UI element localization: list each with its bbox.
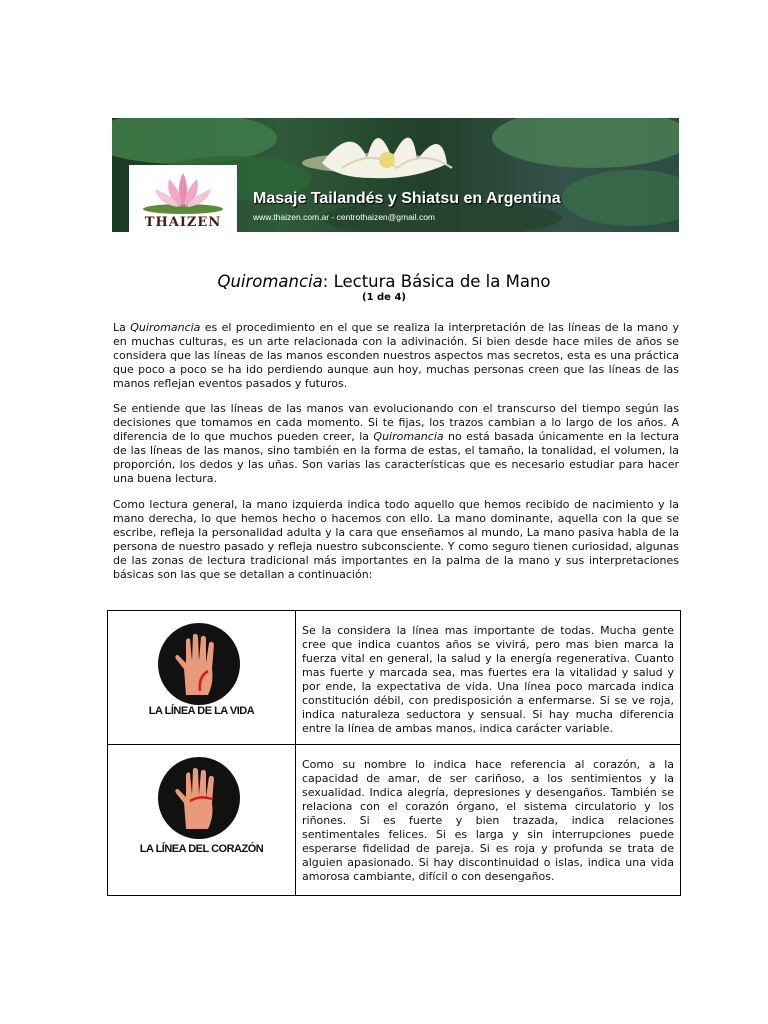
life-line-hand-icon <box>158 623 240 705</box>
heart-line-image-cell <box>108 745 296 896</box>
paragraph-general-reading: Como lectura general, la mano izquierda indica todo aquello que hemos recibido de nacimiento y la mano derecha, lo que hemos hecho o hacemos con ello. La mano dominante, aquella con la que se escribe, refleja la personalidad adulta y la cara que enseñamos al mundo, La mano pasiva habla de la persona de nuestro pasado y refleja nuestro subconsciente. Y como seguro tienen curiosidad, algunas de las zonas de lectura tradicional más importantes en la palma de la mano y sus interpretaciones básicas son las que se detallan a continuación: <box>113 498 679 581</box>
banner-contact: www.thaizen.com.ar - centrothaizen@gmail.com <box>253 212 436 222</box>
paragraph-evolution: Se entiende que las líneas de las manos van evolucionando con el transcurso del tiempo según las decisiones que tomamos en cada momento. Si te fijas, los trazos cambian a lo largo de los años. A diferencia de lo que muchos pueden creer, la Quiromancia no está basada únicamente en la lectura de las líneas de las manos, sino también en la forma de estas, el tamaño, la tonalidad, el volumen, la proporción, los dedos y las uñas. Son varias las características que es necesario estudiar para hacer una buena lectura. <box>113 402 679 485</box>
table-row <box>108 745 681 896</box>
life-line-image-cell <box>108 611 296 745</box>
heart-line-hand-icon <box>158 757 240 839</box>
palm-lines-table <box>107 610 681 896</box>
table-row <box>108 611 681 745</box>
banner-title: Masaje Tailandés y Shiatsu en Argentina <box>253 190 561 207</box>
header-banner <box>112 118 679 232</box>
heart-line-description: Como su nombre lo indica hace referencia al corazón, a la capacidad de amar, de ser cariñoso, a los sentimientos y la sexualidad. Indica alegría, depresiones y desengaños. También se relaciona con el corazón órgano, el sistema circulatorio y los riñones. Si es fuerte y bien trazada, indica relaciones sentimentales felices. Si es larga y sin interrupciones puede esperarse fidelidad de pareja. Si es roja y profunda se trata de alguien apasionado. Si hay discontinuidad o islas, indica una vida amorosa cambiante, difícil o con desengaños. <box>296 745 681 896</box>
life-line-caption: LA LÍNEA DE LA VIDA <box>148 705 255 717</box>
pink-lotus-icon <box>129 165 237 217</box>
logo-wordmark: THAIZEN <box>144 215 222 230</box>
thaizen-logo <box>129 165 237 232</box>
life-line-description: Se la considera la línea mas importante de todas. Mucha gente cree que indica cuantos años se vivirá, pero mas bien marca la fuerza vital en general, la salud y la energía regenerativa. Cuanto mas fuerte y marcada sea, mas fuertes era la vitalidad y salud y por ende, la expectativa de vida. Una línea poco marcada indica constitución débil, con predisposición a enfermarse. Si se ve roja, indica naturaleza seductora y sensual. Si hay mucha diferencia entre la línea de ambas manos, indica carácter variable. <box>296 611 681 745</box>
page-title <box>0 272 768 291</box>
heart-line-caption: LA LÍNEA DEL CORAZÓN <box>139 843 264 855</box>
title-rest: : Lectura Básica de la Mano <box>322 272 551 291</box>
paragraph-intro: La Quiromancia es el procedimiento en el que se realiza la interpretación de las líneas de la mano y en muchas culturas, es un arte relacionada con la adivinación. Si bien desde hace miles de años se considera que las líneas de las manos esconden nuestros aspectos mas secretos, esta es una práctica que poco a poco se ha ido perdiendo aunque aun hoy, muchas personas creen que las líneas de las manos reflejan eventos pasados y futuros. <box>113 321 679 390</box>
page-indicator: (1 de 4) <box>362 292 406 303</box>
title-italic: Quiromancia <box>217 272 323 291</box>
